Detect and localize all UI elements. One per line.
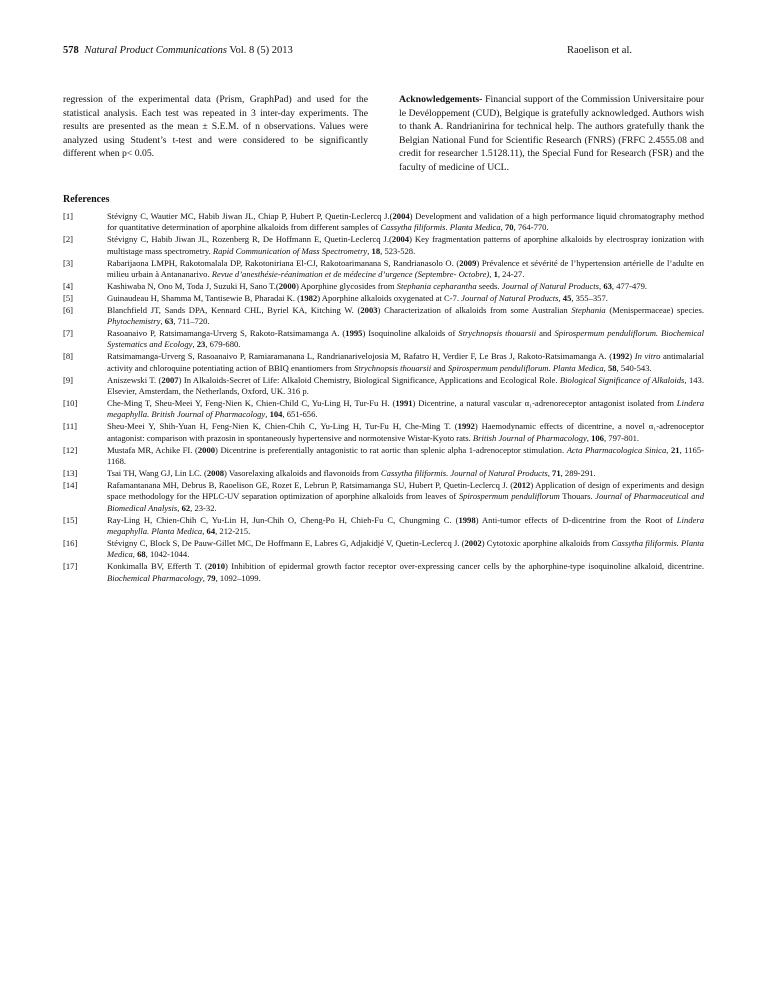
reference-text-part: Rapid Communication of Mass Spectrometry (212, 245, 368, 256)
reference-text-part: , (265, 409, 270, 420)
reference-text-part: 2002 (464, 537, 482, 548)
header-authors (567, 44, 632, 58)
reference-number: [14] (63, 479, 78, 490)
reference-number: [13] (63, 467, 78, 478)
header-left (63, 44, 293, 58)
reference-text-part: Rasoanaivo P, Ratsimamanga-Urverg S, Rakoto-Ratsimamanga A. ( (107, 328, 346, 339)
reference-text (107, 258, 704, 281)
reference-text (107, 468, 704, 479)
reference-text-part: , (586, 432, 592, 443)
reference-text-part: Strychnopsis thouarsii (458, 328, 537, 339)
reference-text-part: , (547, 467, 553, 478)
page-number: 578 (63, 45, 79, 56)
reference-text-part: (Menispermaceae) species. (605, 304, 704, 315)
reference-text-part: 21 (671, 444, 680, 455)
reference-text-part: 1991 (395, 398, 413, 408)
reference-text (107, 293, 704, 304)
acknowledgements-text: Financial support of the Commission Universitaire pour le Devéloppement (CUD), Belgique is gratefully acknowledged. Authors wish to thank A. Randrianirina for technical help. The authors gratefully thank the Belgian National Fund for Scientific Research (FNRS) (FRFC 2.4555.08 and credit for researcher 1.5128.11), the Special Fund for Research (FSR) and the faculty of medicine of UCL. (399, 94, 704, 173)
reference-text-part: 1998 (458, 514, 476, 525)
acknowledgements-paragraph (399, 93, 704, 175)
reference-text-part: ) Development and validation of a high performance liquid chromatography method for quantitative determination of aporphine alkaloids from different samples of (107, 211, 704, 233)
reference-text-part: Biological Significance of Alkaloids (559, 374, 685, 385)
reference-item (63, 515, 704, 538)
reference-number: [16] (63, 537, 78, 548)
reference-text-part: 58 (607, 362, 617, 373)
reference-text-part: , 764-770. (513, 222, 549, 233)
reference-text-part: 2004 (392, 211, 410, 221)
reference-text-part: , (603, 362, 608, 373)
volume-info: Vol. 8 (5) 2013 (229, 45, 293, 56)
reference-text-part: ) Application of design of experiments and design space methodology for the HPLC-UV separation optimization of aporphine alkaloids from leaves of (107, 479, 704, 502)
reference-text-part: ) Inhibition of epidermal growth factor receptor over-expressing cancer cells by the aphorphine-type isoquinoline alkaloid, dicentrine. (225, 561, 704, 572)
reference-text-part: 63 (164, 316, 174, 327)
reference-text-part: Journal of Natural Products, (461, 292, 563, 303)
reference-number: [10] (63, 398, 78, 408)
reference-text-part: ) Dicentrine, a natural vascular α₁-adrenoreceptor antagonist isolated from (412, 398, 677, 408)
reference-text-part: 1992 (612, 351, 630, 362)
reference-text-part: 2003 (360, 304, 378, 315)
reference-text-part: Revue d’anesthésie-réanimation et de médecine d’urgence (Septembre- Octobre) (211, 269, 490, 280)
reference-text-part: ) Cytotoxic aporphine alkaloids from (481, 537, 612, 548)
reference-item (63, 375, 704, 398)
reference-number: [7] (63, 328, 74, 339)
references-list (63, 211, 704, 585)
reference-text-part: , (489, 269, 494, 280)
reference-text-part: , 477-479. (611, 280, 648, 291)
methods-paragraph: regression of the experimental data (Prism, GraphPad) and used for the statistical analysis. Each test was repeated in 3 inter-day experiments. The results are presented as the mean ± S.E.M. of n observations. Values were analyzed using Student’s t-test and were considered to be significantly different when p< 0.05. (63, 94, 368, 160)
reference-text-part: , (202, 525, 207, 536)
reference-text-part: , (500, 222, 505, 233)
reference-text-part: Strychnopsis thouarsii (354, 362, 432, 373)
reference-text-part: Spirospermum penduliflorum (458, 491, 560, 502)
reference-text-part: , (132, 549, 138, 560)
reference-number: [11] (63, 421, 77, 432)
reference-text-part: Aniszewski T. ( (107, 374, 162, 385)
reference-text-part: ) Anti-tumor effects of D-dicentrine from the Root of (475, 514, 677, 525)
reference-item (63, 293, 704, 304)
reference-text (107, 561, 704, 584)
reference-item (63, 258, 704, 281)
reference-text-part: Spirospermum penduliflorum. Biochemical Systematics and Ecology (107, 328, 704, 350)
reference-text-part: Stévigny C, Habib Jiwan JL, Rozenberg R, De Hoffmann E, Quetin-Leclercq J.( (107, 234, 392, 245)
reference-text (107, 398, 704, 421)
reference-text (107, 211, 704, 234)
reference-text-part: 1 (493, 269, 498, 280)
reference-text-part: 2007 (161, 374, 179, 385)
reference-text-part: 70 (504, 222, 514, 233)
reference-text-part: 2009 (459, 257, 477, 268)
reference-text-part: Cassytha filiformis. Journal of Natural Products (380, 467, 548, 478)
reference-item (63, 445, 704, 468)
reference-item (63, 538, 704, 561)
reference-text-part: ) Dicentrine is preferentially antagonistic to rat aortic than splenic alpha 1-adrenoceptor stimulation. (215, 444, 567, 455)
reference-text-part: ) Aporphine alkaloids oxygenated at C-7. (317, 292, 462, 303)
reference-number: [9] (63, 374, 74, 385)
reference-text-part: Kashiwaba N, Ono M, Toda J, Suzuki H, Sano T.( (107, 280, 279, 291)
reference-number: [12] (63, 444, 78, 455)
reference-text-part: 1982 (300, 292, 318, 303)
reference-item (63, 468, 704, 479)
reference-text (107, 281, 704, 292)
reference-text-part: , 540-543. (616, 362, 652, 373)
reference-text-part: 2004 (391, 234, 410, 245)
reference-text-part: antimalarial activity and chloroquine potentiating action of BBIQ enantiomers from (107, 351, 705, 373)
reference-text-part: Rafamantanana MH, Debrus B, Raoelison GE, Rozet E, Lebrun P, Ratsimamanga SU, Hubert P, Quetin-Leclercq J. ( (107, 479, 514, 490)
reference-text-part: ) Aporphine glycosides from (295, 280, 397, 291)
reference-text-part: 106 (591, 432, 604, 443)
reference-number: [5] (63, 292, 74, 303)
reference-text-part: , (160, 316, 165, 327)
reference-text (107, 351, 704, 374)
reference-text (107, 538, 704, 561)
reference-text-part: , 143. Elsevier, Amsterdam, the Netherlands, Oxford, UK. 316 p. (107, 374, 705, 397)
reference-text (107, 328, 704, 351)
reference-text-part: 64 (206, 525, 216, 536)
reference-text-part: Lindera megaphylla. British Journal of Pharmacology (107, 398, 704, 420)
reference-item (63, 398, 704, 421)
reference-text-part: 23 (196, 339, 206, 350)
reference-text-part: , (599, 280, 604, 291)
reference-text-part: and (536, 328, 555, 339)
reference-text-part: Stephania cepharantha (396, 280, 477, 291)
reference-text (107, 421, 704, 444)
reference-number: [8] (63, 351, 74, 362)
reference-number: [15] (63, 514, 78, 525)
reference-text-part: 18 (371, 245, 381, 256)
reference-text-part: Che-Ming T, Sheu-Meei Y, Feng-Nien K, Chien-Child C, Yu-Ling H, Tur-Fu H. ( (107, 398, 396, 408)
reference-text (107, 515, 704, 538)
reference-number: [3] (63, 257, 74, 268)
reference-item (63, 421, 704, 444)
reference-number: [2] (63, 234, 74, 245)
reference-text-part: Stévigny C, Block S, De Pauw-Gillet MC, De Hoffmann E, Labres G, Adjakidjé V, Quetin-Leclercq J. ( (107, 537, 465, 548)
reference-text-part: , 212-215. (215, 525, 251, 536)
reference-text-part: seeds. (476, 280, 502, 291)
reference-number: [17] (63, 561, 78, 572)
reference-text-part: , (666, 444, 671, 455)
reference-text (107, 305, 704, 328)
reference-text-part: , 23-32. (190, 502, 217, 513)
reference-text (107, 234, 704, 257)
reference-text-part: Sheu-Meei Y, Shih-Yuan H, Feng-Nien K, Chien-Chih C, Yu-Ling H, Tur-Fu H, Che-Ming T. ( (107, 421, 458, 432)
reference-text-part: , (202, 572, 207, 583)
reference-text (107, 480, 704, 514)
reference-text-part: 2000 (278, 280, 296, 291)
reference-text-part: ) Characterization of alkaloids from some Australian (377, 304, 572, 315)
reference-text-part: Tsai TH, Wang GJ, Lin LC. ( (107, 467, 207, 478)
reference-text-part: Ray-Ling H, Chien-Chih C, Yu-Lin H, Jun-Chih O, Cheng-Po H, Chieh-Fu C, Chungming C. ( (107, 514, 459, 525)
reference-text-part: Spirospermum penduliflorum (447, 362, 549, 373)
authors-text: Raoelison et al. (566, 45, 632, 56)
reference-text-part: Journal of Natural Products (501, 280, 600, 291)
reference-text-part: , 711–720. (173, 316, 210, 327)
reference-text-part: 2012 (513, 479, 531, 490)
reference-item (63, 351, 704, 374)
reference-text (107, 375, 704, 398)
reference-text-part: Mustafa MR, Achike FI. ( (107, 444, 198, 455)
reference-text-part: Cassytha filiformis. Planta Medica (107, 537, 704, 560)
reference-text-part: Cassytha filiformis. Planta Medica (380, 222, 501, 233)
references-heading: References (63, 194, 110, 205)
reference-text-part: , (367, 245, 372, 256)
reference-text-part: 2010 (207, 561, 225, 572)
reference-text-part: 1995 (345, 328, 363, 339)
reference-text-part: Blanchfield JT, Sands DPA, Kennard CHL, Byriel KA, Kitching W. ( (107, 304, 361, 315)
reference-item (63, 234, 704, 257)
reference-text-part: , 355–357. (571, 292, 608, 303)
reference-text-part: 79 (207, 572, 216, 583)
reference-text-part: , 1092–1099. (215, 572, 261, 583)
reference-text-part: , 797-801. (603, 432, 640, 443)
reference-text-part: ) Prévalence et sévérité de l’hypertension artérielle de l’adulte en milieu urbain à Antananarivo. (107, 257, 704, 280)
reference-text-part: 68 (137, 549, 146, 560)
reference-text-part: Stévigny C, Wautier MC, Habib Jiwan JL, Chiap P, Hubert P, Quetin-Leclercq J.( (107, 211, 393, 221)
reference-text-part: ) In Alkaloids-Secret of Life: Alkaloid Chemistry, Biological Significance, Applications and Ecological Role. (178, 374, 560, 385)
acknowledgements-heading: Acknowledgements- (399, 94, 483, 105)
reference-text-part: 62 (181, 502, 191, 513)
reference-number: [4] (63, 280, 74, 291)
reference-text-part: Biochemical Pharmacology (107, 572, 203, 583)
reference-text-part: , (192, 339, 197, 350)
reference-text-part: , 679-680. (205, 339, 241, 350)
reference-text-part: . (548, 362, 553, 373)
reference-text-part: Journal of Pharmaceutical and Biomedical Analysis (107, 491, 705, 513)
reference-text-part: 1992 (457, 421, 475, 432)
reference-item (63, 328, 704, 351)
reference-text-part: 104 (269, 409, 283, 420)
reference-text-part: 63 (603, 280, 612, 291)
reference-text-part: , 1165-1168. (107, 444, 705, 467)
reference-text-part: Guinaudeau H, Shamma M, Tantisewie B, Pharadai K. ( (107, 292, 301, 303)
reference-text-part: and (431, 362, 448, 373)
reference-text-part: , 651-656. (282, 409, 318, 420)
reference-text-part: British Journal of Pharmacology (472, 432, 587, 443)
reference-text-part: , 523-528. (380, 245, 416, 256)
reference-text-part: Konkimalla BV, Efferth T. ( (107, 561, 208, 572)
reference-text-part: ) Haemodynamic effects of dicentrine, a novel α₁-adrenoceptor antagonist: comparison with prazosin in spontaneously hypertensive and normotensive Wistar-Kyoto rats. (107, 421, 704, 443)
reference-text-part: Phytochemistry (107, 316, 161, 327)
reference-text-part: ) Vasorelaxing alkaloids and flavonoids from (224, 467, 381, 478)
reference-text-part: , 289-291. (560, 467, 596, 478)
reference-number: [1] (63, 211, 74, 221)
reference-text-part: ) Isoquinoline alkaloids of (362, 328, 459, 339)
reference-item (63, 480, 704, 514)
reference-text-part: ) Key fragmentation patterns of aporphine alkaloids by electrospray ionization with multistage mass spectrometry. (107, 234, 704, 256)
reference-item (63, 305, 704, 328)
reference-text-part: Rabarijaona LMPH, Rakotomalala DP, Rakotoniriana El-CJ, Rakotoarimanana S, Randrianasolo O. ( (107, 257, 460, 268)
reference-text-part: , 24-27. (497, 269, 525, 280)
journal-name: Natural Product Communications (84, 45, 227, 56)
reference-text-part: ) (629, 351, 635, 362)
reference-text-part: 2008 (206, 467, 225, 478)
reference-text-part: Stephania (571, 304, 606, 315)
body-columns (63, 93, 704, 188)
reference-text-part: Thouars. (559, 491, 596, 502)
reference-text-part: Planta Medica (552, 362, 604, 373)
reference-text-part: Ratsimamanga-Urverg S, Rasoanaivo P, Ramiaramanana L, Randrianarivelojosia M, Rafatro H, Verdier F, Le Bras J, Rakoto-Ratsimamanga A. ( (107, 351, 613, 362)
reference-text (107, 445, 704, 468)
reference-text-part: Acta Pharmacologica Sinica (566, 444, 667, 455)
reference-text-part: 2000 (197, 444, 216, 455)
reference-number: [6] (63, 304, 74, 315)
reference-text-part: 45 (562, 292, 572, 303)
reference-text-part: Lindera megaphylla. Planta Medica (107, 514, 704, 536)
reference-item (63, 281, 704, 292)
reference-text-part: 71 (552, 467, 561, 478)
reference-text-part: In vitro (634, 351, 661, 362)
reference-text-part: , (177, 502, 182, 513)
reference-item (63, 211, 704, 234)
reference-text-part: , 1042-1044. (145, 549, 190, 560)
reference-item (63, 561, 704, 584)
